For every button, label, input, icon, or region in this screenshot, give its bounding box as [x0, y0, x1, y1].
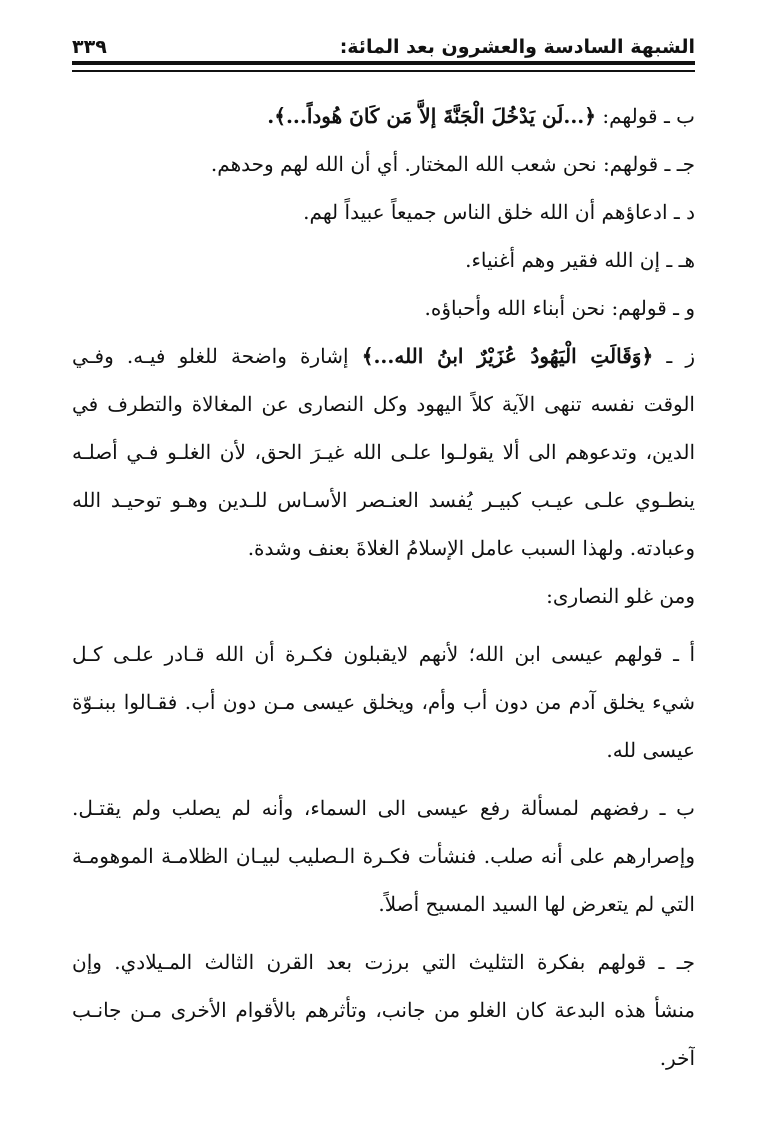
spacer	[72, 774, 695, 784]
chapter-title: الشبهة السادسة والعشرون بعد المائة:	[339, 36, 695, 58]
list-item-j-jews: جـ ـ قولهم: نحن شعب الله المختار. أي أن الله لهم وحدهم.	[210, 152, 695, 176]
list-item-b-christians-line: التي لم يتعرض لها السيد المسيح أصلاً.	[378, 892, 695, 916]
header-rule-thick	[72, 61, 695, 65]
paragraph-line: ينطـوي علـى عيـب كبيـر يُفسد العنـصر الأسـاس للـدين وهـو توحيـد الله	[72, 488, 695, 512]
list-item-a-line: شيء يخلق آدم من دون أب وأم، ويخلق عيسى مـن دون أب. فقـالوا ببنـوّة	[72, 690, 695, 714]
item-text: إشارة واضحة للغلو فيـه. وفـي	[72, 344, 362, 368]
list-item-b-jews	[72, 92, 695, 140]
list-item-j-christians-line: آخر.	[659, 1046, 695, 1070]
page-number: ٣٣٩	[72, 36, 107, 58]
section-heading-christians: ومن غلو النصارى:	[546, 584, 695, 608]
header-rule-thin	[72, 70, 695, 72]
item-label: ب ـ قولهم:	[595, 104, 695, 128]
list-item-z	[72, 332, 695, 380]
item-label: ز ـ	[653, 344, 695, 368]
spacer	[72, 620, 695, 630]
quran-verse: ﴿وَقَالَتِ الْيَهُودُ عُزَيْرٌ ابنُ الله...﴾	[361, 344, 654, 368]
spacer	[72, 928, 695, 938]
list-item-h: هـ ـ إن الله فقير وهم أغنياء.	[465, 248, 695, 272]
quran-verse: ﴿...لَن يَدْخُلَ الْجَنَّةَ إلاَّ مَن كَانَ هُوداً...﴾.	[267, 104, 596, 128]
page-body	[72, 92, 695, 1082]
list-item-a-line: عيسى لله.	[606, 738, 695, 762]
paragraph-line: وعبادته. ولهذا السبب عامل الإسلامُ الغلاةَ بعنف وشدة.	[247, 536, 695, 560]
list-item-a-line: أ ـ قولهم عيسى ابن الله؛ لأنهم لايقبلون فكـرة أن الله قـادر علـى كـل	[72, 642, 695, 666]
list-item-j-christians-line: جـ ـ قولهم بفكرة التثليث التي برزت بعد القرن الثالث المـيلادي. وإن	[72, 950, 695, 974]
list-item-b-christians-line: ب ـ رفضهم لمسألة رفع عيسى الى السماء، وأنه لم يصلب ولم يقتـل.	[72, 796, 695, 820]
paragraph-line: الوقت نفسه تنهى الآية كلاً اليهود وكل النصارى عن المغالاة والتطرف في	[72, 392, 695, 416]
running-header	[72, 28, 695, 58]
paragraph-line: الدين، وتدعوهم الى ألا يقولـوا علـى الله غيـرَ الحق، لأن الغلـو فـي أصلـه	[72, 440, 695, 464]
list-item-w: و ـ قولهم: نحن أبناء الله وأحباؤه.	[424, 296, 695, 320]
list-item-b-christians-line: وإصرارهم على أنه صلب. فنشأت فكـرة الـصليب لبيـان الظلامـة الموهومـة	[72, 844, 695, 868]
list-item-d: د ـ ادعاؤهم أن الله خلق الناس جميعاً عبيداً لهم.	[303, 200, 695, 224]
list-item-j-christians-line: منشأ هذه البدعة كان الغلو من جانب، وتأثرهم بالأقوام الأخرى مـن جانـب	[72, 998, 695, 1022]
